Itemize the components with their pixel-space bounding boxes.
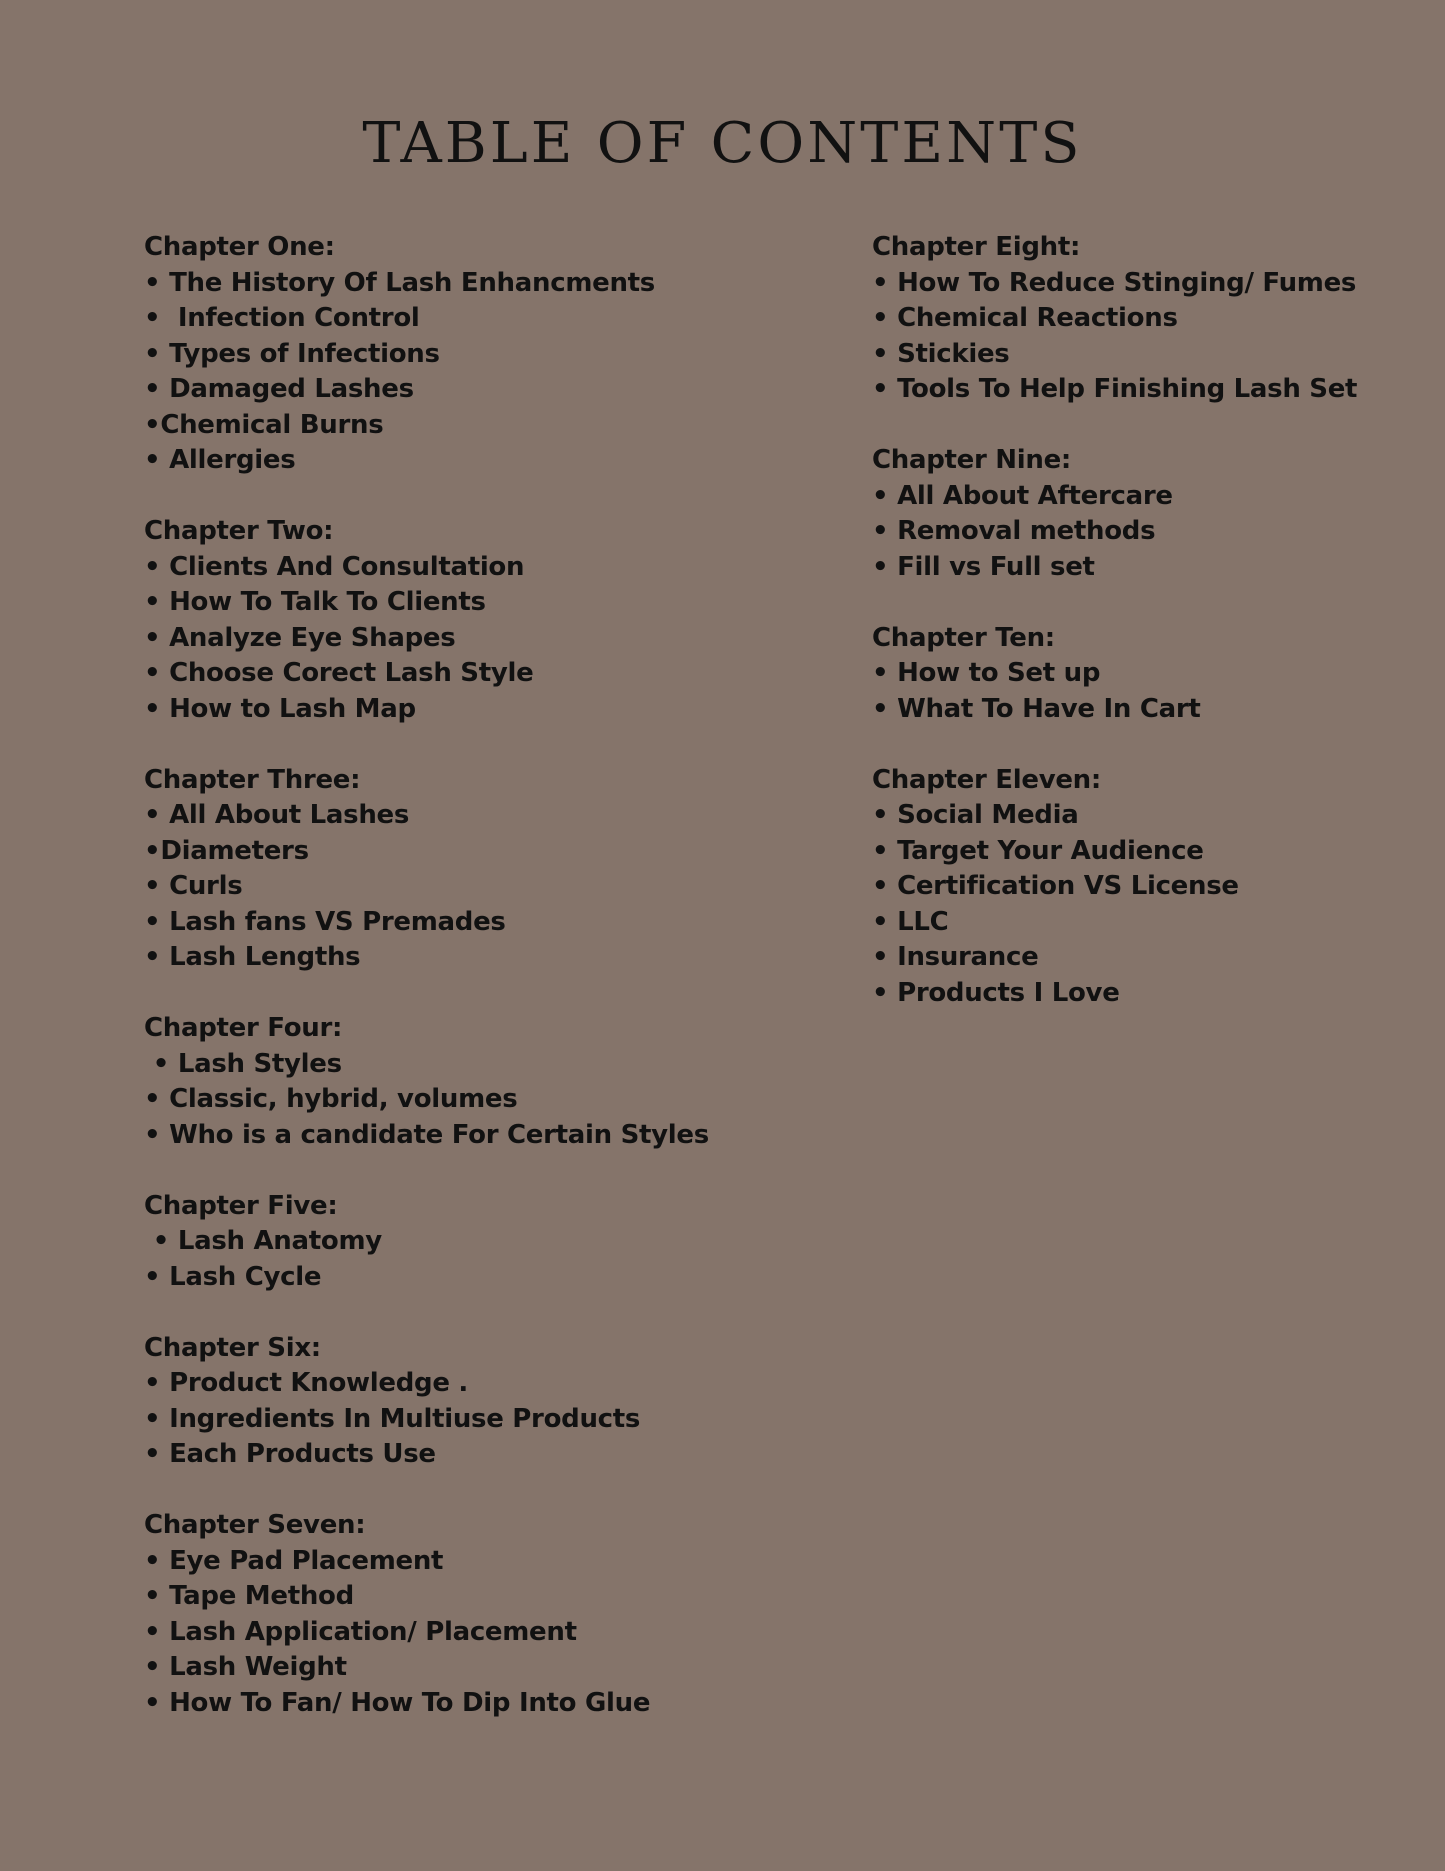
- chapter-item: • Lash Weight: [144, 1652, 347, 1682]
- chapter-item: •Diameters: [144, 835, 309, 866]
- chapter-nine: [872, 443, 1412, 585]
- chapter-item: • Lash fans VS Premades: [144, 906, 506, 937]
- chapter-item: • Tape Method: [144, 1581, 354, 1611]
- page-title: TABLE OF CONTENTS: [362, 111, 1083, 176]
- chapter-item: • Chemical Reactions: [872, 303, 1178, 333]
- chapter-ten: [872, 621, 1412, 728]
- chapter-heading: Chapter Eleven:: [872, 764, 1101, 795]
- chapter-item: •Chemical Burns: [144, 409, 384, 440]
- chapter-heading: Chapter Six:: [144, 1332, 321, 1363]
- chapter-item: • How to Set up: [872, 658, 1101, 688]
- chapter-heading: Chapter Eight:: [872, 232, 1081, 262]
- chapter-item: • Infection Control: [144, 303, 420, 333]
- chapter-item: • Insurance: [872, 942, 1039, 972]
- chapter-two: [144, 514, 784, 727]
- chapter-heading: Chapter Ten:: [872, 622, 1055, 653]
- chapter-item: • How To Talk To Clients: [144, 587, 486, 617]
- chapter-item: • Tools To Help Finishing Lash Set: [872, 374, 1358, 404]
- chapter-item: • How To Fan/ How To Dip Into Glue: [144, 1687, 651, 1718]
- chapter-item: • Lash Cycle: [144, 1261, 322, 1292]
- toc-right-column: [872, 230, 1412, 1047]
- chapter-item: • Who is a candidate For Certain Styles: [144, 1119, 709, 1150]
- chapter-item: • Stickies: [872, 338, 1010, 369]
- chapter-item: • Product Knowledge .: [144, 1368, 468, 1398]
- chapter-item: • How To Reduce Stinging/ Fumes: [872, 267, 1357, 298]
- chapter-item: • Lash Application/ Placement: [144, 1616, 577, 1647]
- chapter-item: • Target Your Audience: [872, 835, 1204, 866]
- chapter-item: • Certification VS License: [872, 871, 1239, 901]
- chapter-item: • Lash Anatomy: [144, 1226, 382, 1256]
- chapter-item: • Each Products Use: [144, 1439, 436, 1469]
- chapter-item: • Lash Styles: [144, 1048, 342, 1079]
- chapter-heading: Chapter Seven:: [144, 1510, 366, 1540]
- chapter-item: • Choose Corect Lash Style: [144, 658, 534, 688]
- chapter-item: • Removal methods: [872, 516, 1156, 546]
- chapter-seven: [144, 1508, 784, 1721]
- chapter-item: • What To Have In Cart: [872, 693, 1201, 724]
- chapter-eight: [872, 230, 1412, 408]
- chapter-heading: Chapter Five:: [144, 1190, 338, 1221]
- chapter-heading: Chapter Two:: [144, 516, 334, 546]
- chapter-one: [144, 230, 784, 479]
- chapter-three: [144, 763, 784, 976]
- chapter-heading: Chapter Four:: [144, 1013, 343, 1043]
- chapter-item: • The History Of Lash Enhancments: [144, 267, 655, 298]
- chapter-item: • Types of Infections: [144, 338, 440, 369]
- chapter-item: • Social Media: [872, 800, 1079, 830]
- chapter-eleven: [872, 763, 1412, 1012]
- chapter-item: • Eye Pad Placement: [144, 1545, 444, 1576]
- chapter-item: • LLC: [872, 906, 949, 937]
- chapter-heading: Chapter Nine:: [872, 445, 1071, 475]
- toc-left-column: [144, 230, 784, 1757]
- chapter-item: • Allergies: [144, 445, 296, 475]
- chapter-item: • Analyze Eye Shapes: [144, 622, 456, 653]
- chapter-item: • All About Lashes: [144, 800, 410, 830]
- chapter-heading: Chapter One:: [144, 232, 335, 262]
- chapter-item: • Curls: [144, 871, 243, 901]
- chapter-four: [144, 1011, 784, 1153]
- chapter-item: • Clients And Consultation: [144, 551, 525, 582]
- chapter-heading: Chapter Three:: [144, 764, 361, 795]
- chapter-item: • Classic, hybrid, volumes: [144, 1084, 518, 1114]
- chapter-item: • Damaged Lashes: [144, 374, 414, 404]
- chapter-item: • Lash Lengths: [144, 942, 361, 972]
- chapter-six: [144, 1331, 784, 1473]
- chapter-item: • How to Lash Map: [144, 693, 416, 724]
- chapter-item: • Ingredients In Multiuse Products: [144, 1403, 641, 1434]
- chapter-five: [144, 1189, 784, 1296]
- chapter-item: • Fill vs Full set: [872, 551, 1095, 582]
- chapter-item: • Products I Love: [872, 977, 1120, 1008]
- chapter-item: • All About Aftercare: [872, 480, 1173, 511]
